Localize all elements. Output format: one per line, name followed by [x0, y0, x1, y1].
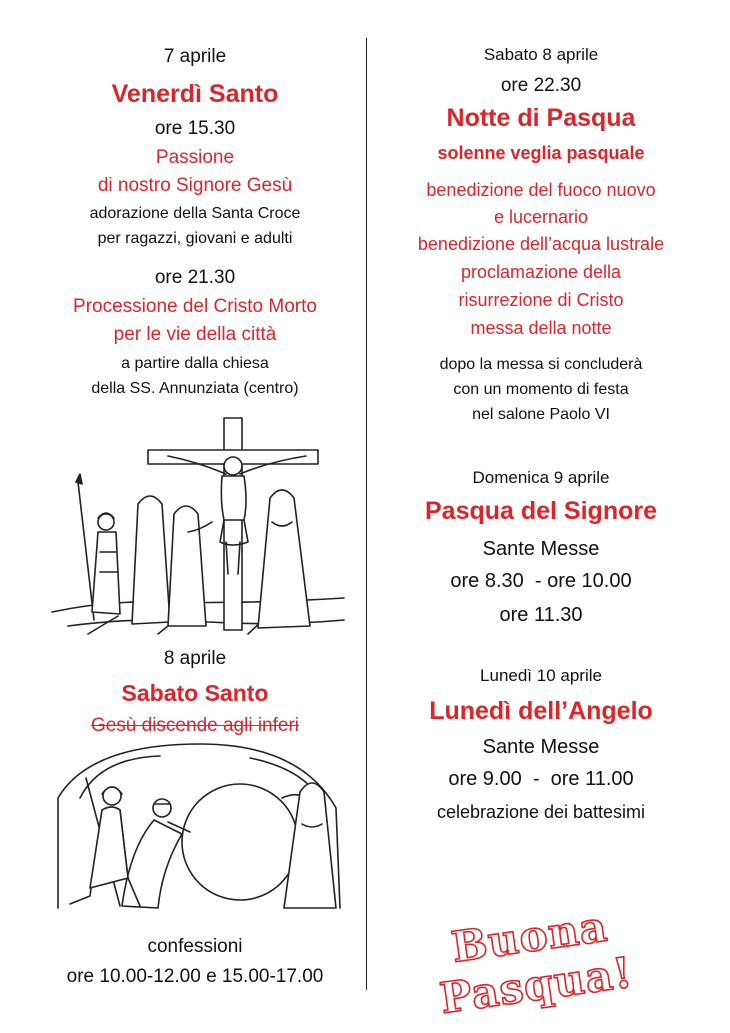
- vigil-title: Notte di Pasqua: [446, 104, 636, 132]
- friday-time-2: ore 21.30: [154, 267, 236, 288]
- confessions-hours: ore 10.00-12.00 e 15.00-17.00: [66, 966, 324, 987]
- friday-event-2-detail-2: della SS. Annunziata (centro): [91, 380, 299, 397]
- friday-event-2-line-1: Processione del Cristo Morto: [73, 296, 317, 317]
- vigil-note-1: dopo la messa si concluderà: [439, 356, 643, 373]
- friday-event-2-detail-1: a partire dalla chiesa: [121, 355, 269, 372]
- friday-event-1-detail-2: per ragazzi, giovani e adulti: [97, 230, 293, 247]
- monday-note: celebrazione dei battesimi: [436, 802, 646, 822]
- saturday-title: Sabato Santo: [121, 680, 269, 706]
- friday-time-1: ore 15.30: [154, 118, 236, 139]
- friday-event-2-line-2: per le vie della città: [113, 324, 277, 345]
- right-column: [376, 0, 706, 1024]
- easter-times-1: ore 8.30 - ore 10.00: [450, 570, 632, 592]
- vigil-item-6: messa della notte: [470, 318, 612, 338]
- column-divider: [366, 38, 367, 990]
- easter-times-2: ore 11.30: [499, 604, 583, 626]
- vigil-note-2: con un momento di festa: [453, 381, 629, 398]
- greeting-text: Buona Pasqua!: [437, 901, 636, 1024]
- saturday-date: 8 aprile: [163, 648, 227, 669]
- tomb-illustration: [50, 738, 350, 918]
- monday-masses-label: Sante Messe: [482, 736, 600, 758]
- vigil-item-3: benedizione dell’acqua lustrale: [417, 234, 665, 254]
- vigil-subtitle: solenne veglia pasquale: [437, 143, 645, 163]
- saturday-subtitle: Gesù discende agli inferi: [90, 715, 300, 736]
- easter-masses-label: Sante Messe: [482, 538, 600, 560]
- friday-event-1-detail-1: adorazione della Santa Croce: [89, 205, 301, 222]
- vigil-item-2: e lucernario: [493, 207, 589, 227]
- easter-date: Domenica 9 aprile: [472, 468, 610, 487]
- friday-event-1-line-2: di nostro Signore Gesù: [97, 175, 293, 196]
- monday-date: Lunedì 10 aprile: [480, 666, 602, 685]
- monday-title: Lunedì dell’Angelo: [429, 697, 653, 725]
- vigil-item-5: risurrezione di Cristo: [458, 290, 624, 310]
- monday-times: ore 9.00 - ore 11.00: [448, 768, 634, 790]
- vigil-date: Sabato 8 aprile: [483, 45, 599, 64]
- vigil-item-4: proclamazione della: [460, 262, 622, 282]
- friday-event-1-line-1: Passione: [155, 147, 235, 168]
- vigil-time: ore 22.30: [500, 75, 582, 96]
- crucifixion-illustration: [48, 412, 348, 638]
- easter-title: Pasqua del Signore: [424, 497, 657, 525]
- vigil-note-3: nel salone Paolo VI: [472, 406, 610, 423]
- vigil-item-1: benedizione del fuoco nuovo: [426, 180, 656, 200]
- confessions-label: confessioni: [147, 936, 243, 957]
- friday-date: 7 aprile: [163, 46, 227, 67]
- friday-title: Venerdì Santo: [111, 80, 279, 108]
